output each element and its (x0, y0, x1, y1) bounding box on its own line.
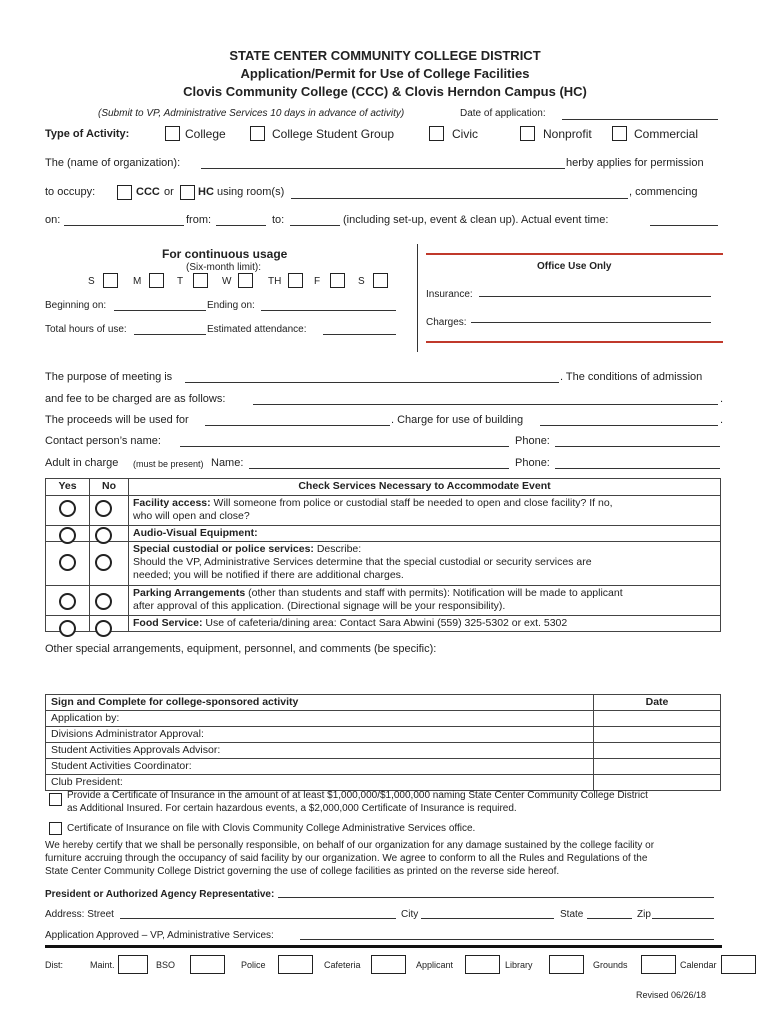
commercial-checkbox[interactable] (612, 126, 627, 141)
date-of-application-field[interactable] (562, 119, 718, 120)
occupy-label: to occupy: (45, 186, 96, 198)
insurance-on-file-text: Certificate of Insurance on file with Clovis Community College Administrative Services office. (67, 823, 476, 834)
hc-checkbox[interactable] (180, 185, 195, 200)
address-street-field[interactable] (120, 918, 396, 919)
purpose-field[interactable] (185, 382, 559, 383)
yes-header: Yes (46, 479, 90, 496)
applies-permission-text: herby applies for permission (566, 157, 704, 169)
facility-access-title: Facility access: (133, 497, 211, 509)
custodial-no-radio[interactable] (95, 554, 112, 571)
contact-name-field[interactable] (180, 446, 509, 447)
continuous-usage-subtitle: (Six-month limit): (186, 262, 262, 273)
office-bottom-rule (426, 341, 723, 343)
hc-label: HC (198, 186, 214, 198)
approved-label: Application Approved – VP, Administrative Services: (45, 930, 274, 941)
day-sunday-checkbox[interactable] (103, 273, 118, 288)
activities-advisor-row[interactable]: Student Activities Approvals Advisor: (46, 743, 594, 759)
college-label: College (185, 127, 226, 141)
charge-period: . (720, 414, 724, 426)
division-admin-date[interactable] (594, 727, 721, 743)
date-of-application-label: Date of application: (460, 108, 546, 119)
representative-field[interactable] (278, 897, 714, 898)
custodial-text-2: Should the VP, Administrative Services determine that the special custodial or security services are (133, 556, 592, 568)
from-label: from: (186, 214, 212, 226)
office-top-rule (426, 253, 723, 255)
office-use-title: Office Use Only (537, 261, 612, 272)
parking-title: Parking Arrangements (133, 587, 246, 599)
facility-access-text-2: who will open and close? (133, 510, 250, 522)
dist-bso-box[interactable] (190, 955, 225, 974)
provide-insurance-checkbox[interactable] (49, 793, 62, 806)
adult-in-charge-label: Adult in charge (45, 457, 119, 469)
day-tuesday-label: T (177, 276, 184, 287)
office-insurance-label: Insurance: (426, 289, 473, 300)
must-be-present-note: (must be present) (133, 459, 204, 469)
dist-bso-label: BSO (156, 960, 176, 970)
fee-label: and fee to be charged are as follows: (45, 393, 226, 405)
adult-name-label: Name: (211, 457, 244, 469)
contact-phone-field[interactable] (555, 446, 720, 447)
dist-police-box[interactable] (278, 955, 313, 974)
dist-grounds-label: Grounds (593, 960, 628, 970)
day-sunday-label: S (88, 276, 95, 287)
food-title: Food Service: (133, 617, 203, 629)
approved-field[interactable] (300, 939, 714, 940)
adult-phone-field[interactable] (555, 468, 720, 469)
commercial-label: Commercial (634, 127, 699, 141)
dist-library-label: Library (505, 960, 533, 970)
parking-no-radio[interactable] (95, 593, 112, 610)
revised-date: Revised 06/26/18 (636, 990, 707, 1000)
college-student-group-checkbox[interactable] (250, 126, 265, 141)
commencing-text: , commencing (629, 186, 698, 198)
proceeds-label: The proceeds will be used for (45, 414, 189, 426)
adult-name-field[interactable] (249, 468, 509, 469)
office-charges-field[interactable] (471, 322, 711, 323)
certify-line-1: We hereby certify that we shall be personally responsible, on behalf of our organization for any damage sustained by the college facility or (45, 840, 655, 851)
parking-yes-radio[interactable] (59, 593, 76, 610)
civic-label: Civic (452, 127, 478, 141)
av-yes-radio[interactable] (59, 527, 76, 544)
ccc-checkbox[interactable] (117, 185, 132, 200)
rooms-label: using room(s) (217, 186, 285, 198)
address-state-field[interactable] (587, 918, 632, 919)
on-date-field[interactable] (64, 225, 184, 226)
day-monday-checkbox[interactable] (149, 273, 164, 288)
av-row (129, 526, 721, 542)
facility-yes-radio[interactable] (59, 500, 76, 517)
dist-grounds-box[interactable] (641, 955, 676, 974)
certify-line-3: State Center Community College District governing the use of college facilities as printed on the reverse side hereof. (45, 866, 560, 877)
day-thursday-checkbox[interactable] (288, 273, 303, 288)
activities-coordinator-row[interactable]: Student Activities Coordinator: (46, 759, 594, 775)
purpose-label: The purpose of meeting is (45, 371, 173, 383)
signatures-header: Sign and Complete for college-sponsored activity (46, 695, 594, 711)
dist-applicant-label: Applicant (416, 960, 454, 970)
dist-calendar-box[interactable] (721, 955, 756, 974)
address-city-field[interactable] (421, 918, 554, 919)
ending-on-field[interactable] (261, 310, 396, 311)
college-checkbox[interactable] (165, 126, 180, 141)
certify-line-2: furniture accruing through the occupancy of said facility by our organization. We agree to conform to all the Rules and Regulations of the (45, 853, 648, 864)
activities-coordinator-date[interactable] (594, 759, 721, 775)
custodial-row (129, 542, 721, 586)
application-by-row[interactable]: Application by: (46, 711, 594, 727)
type-of-activity-label: Type of Activity: (45, 128, 130, 140)
title-application: Application/Permit for Use of College Facilities (240, 66, 530, 81)
estimated-attendance-label: Estimated attendance: (207, 324, 307, 335)
day-tuesday-checkbox[interactable] (193, 273, 208, 288)
title-campus: Clovis Community College (CCC) & Clovis Herndon Campus (HC) (183, 84, 587, 99)
insurance-on-file-checkbox[interactable] (49, 822, 62, 835)
estimated-attendance-field[interactable] (323, 334, 396, 335)
parking-text-2: after approval of this application. (Directional signage will be your responsibility). (133, 600, 506, 612)
contact-name-label: Contact person’s name: (45, 435, 161, 447)
parking-row (129, 586, 721, 616)
custodial-text-3: needed; you will be notified if there are additional charges. (133, 569, 404, 581)
services-header: Check Services Necessary to Accommodate Event (129, 479, 721, 496)
or-text: or (164, 186, 174, 198)
office-insurance-field[interactable] (479, 296, 711, 297)
office-charges-label: Charges: (426, 317, 467, 328)
food-no-radio[interactable] (95, 620, 112, 637)
beginning-on-field[interactable] (114, 310, 206, 311)
continuous-usage-title: For continuous usage (162, 247, 288, 261)
custodial-yes-radio[interactable] (59, 554, 76, 571)
nonprofit-label: Nonprofit (543, 127, 592, 141)
total-hours-field[interactable] (134, 334, 206, 335)
event-time-label: (including set-up, event & clean up). Actual event time: (343, 214, 609, 226)
charge-label: . Charge for use of building (391, 414, 524, 426)
division-admin-row[interactable]: Divisions Administrator Approval: (46, 727, 594, 743)
address-street-label: Address: Street (45, 909, 114, 920)
food-row (129, 616, 721, 632)
day-saturday-label: S (358, 276, 365, 287)
fee-period: . (720, 393, 724, 405)
services-table (45, 478, 721, 632)
title-district: STATE CENTER COMMUNITY COLLEGE DISTRICT (229, 48, 541, 63)
application-by-date[interactable] (594, 711, 721, 727)
parking-text: (other than students and staff with permits): Notification will be made to applicant (245, 587, 623, 599)
section-divider (417, 244, 418, 352)
conditions-label: . The conditions of admission (560, 371, 703, 383)
rooms-field[interactable] (291, 198, 628, 199)
day-friday-checkbox[interactable] (330, 273, 345, 288)
dist-library-box[interactable] (549, 955, 584, 974)
beginning-on-label: Beginning on: (45, 300, 107, 311)
provide-insurance-text: Provide a Certificate of Insurance in the amount of at least $1,000,000/$1,000,000 naming State Center Community College District (67, 790, 648, 801)
proceeds-field[interactable] (205, 425, 390, 426)
organization-field[interactable] (201, 168, 565, 169)
charge-field[interactable] (540, 425, 718, 426)
other-special-label: Other special arrangements, equipment, personnel, and comments (be specific): (45, 643, 437, 655)
day-friday-label: F (314, 276, 321, 287)
ending-on-label: Ending on: (207, 300, 255, 311)
adult-phone-label: Phone: (515, 457, 550, 469)
food-text: Use of cafeteria/dining area: Contact Sara Abwini (559) 325-5302 or ext. 5302 (202, 617, 568, 629)
from-time-field[interactable] (216, 225, 266, 226)
total-hours-label: Total hours of use: (45, 324, 127, 335)
dist-maint-label: Maint. (90, 960, 115, 970)
av-no-radio[interactable] (95, 527, 112, 544)
day-wednesday-checkbox[interactable] (238, 273, 253, 288)
signatures-date-header: Date (594, 695, 721, 711)
to-label: to: (272, 214, 285, 226)
dist-label: Dist: (45, 960, 63, 970)
actual-event-time-field[interactable] (650, 225, 718, 226)
on-label: on: (45, 214, 61, 226)
address-city-label: City (401, 909, 419, 920)
dist-maint-box[interactable] (118, 955, 148, 974)
day-wednesday-label: W (222, 276, 232, 287)
dist-calendar-label: Calendar (680, 960, 717, 970)
facility-access-row (129, 496, 721, 526)
distribution-rule (45, 945, 722, 948)
address-state-label: State (560, 909, 584, 920)
college-student-group-label: College Student Group (272, 127, 395, 141)
contact-phone-label: Phone: (515, 435, 550, 447)
submit-note: (Submit to VP, Administrative Services 10 days in advance of activity) (98, 108, 405, 119)
dist-cafeteria-label: Cafeteria (324, 960, 361, 970)
dist-police-label: Police (241, 960, 266, 970)
nonprofit-checkbox[interactable] (520, 126, 535, 141)
activities-advisor-date[interactable] (594, 743, 721, 759)
representative-label: President or Authorized Agency Representative: (45, 889, 275, 900)
fee-field[interactable] (253, 404, 718, 405)
address-zip-label: Zip (637, 909, 651, 920)
custodial-text: Describe: (313, 543, 362, 555)
provide-insurance-text-2: as Additional Insured. For certain hazardous events, a $2,000,000 Certificate of Insurance is required. (67, 803, 517, 814)
facility-no-radio[interactable] (95, 500, 112, 517)
to-time-field[interactable] (290, 225, 340, 226)
ccc-label: CCC (136, 186, 160, 198)
no-header: No (90, 479, 129, 496)
custodial-title: Special custodial or police services: (133, 543, 314, 555)
day-monday-label: M (133, 276, 142, 287)
dist-applicant-box[interactable] (465, 955, 500, 974)
dist-cafeteria-box[interactable] (371, 955, 406, 974)
club-president-date[interactable] (594, 775, 721, 791)
facility-access-text: Will someone from police or custodial staff be needed to open and close facility? If no, (210, 497, 613, 509)
organization-label: The (name of organization): (45, 157, 181, 169)
food-yes-radio[interactable] (59, 620, 76, 637)
day-saturday-checkbox[interactable] (373, 273, 388, 288)
club-president-row[interactable]: Club President: (46, 775, 594, 791)
civic-checkbox[interactable] (429, 126, 444, 141)
signatures-table (45, 694, 721, 791)
address-zip-field[interactable] (652, 918, 714, 919)
day-thursday-label: TH (268, 276, 282, 287)
av-title: Audio-Visual Equipment: (133, 527, 258, 539)
